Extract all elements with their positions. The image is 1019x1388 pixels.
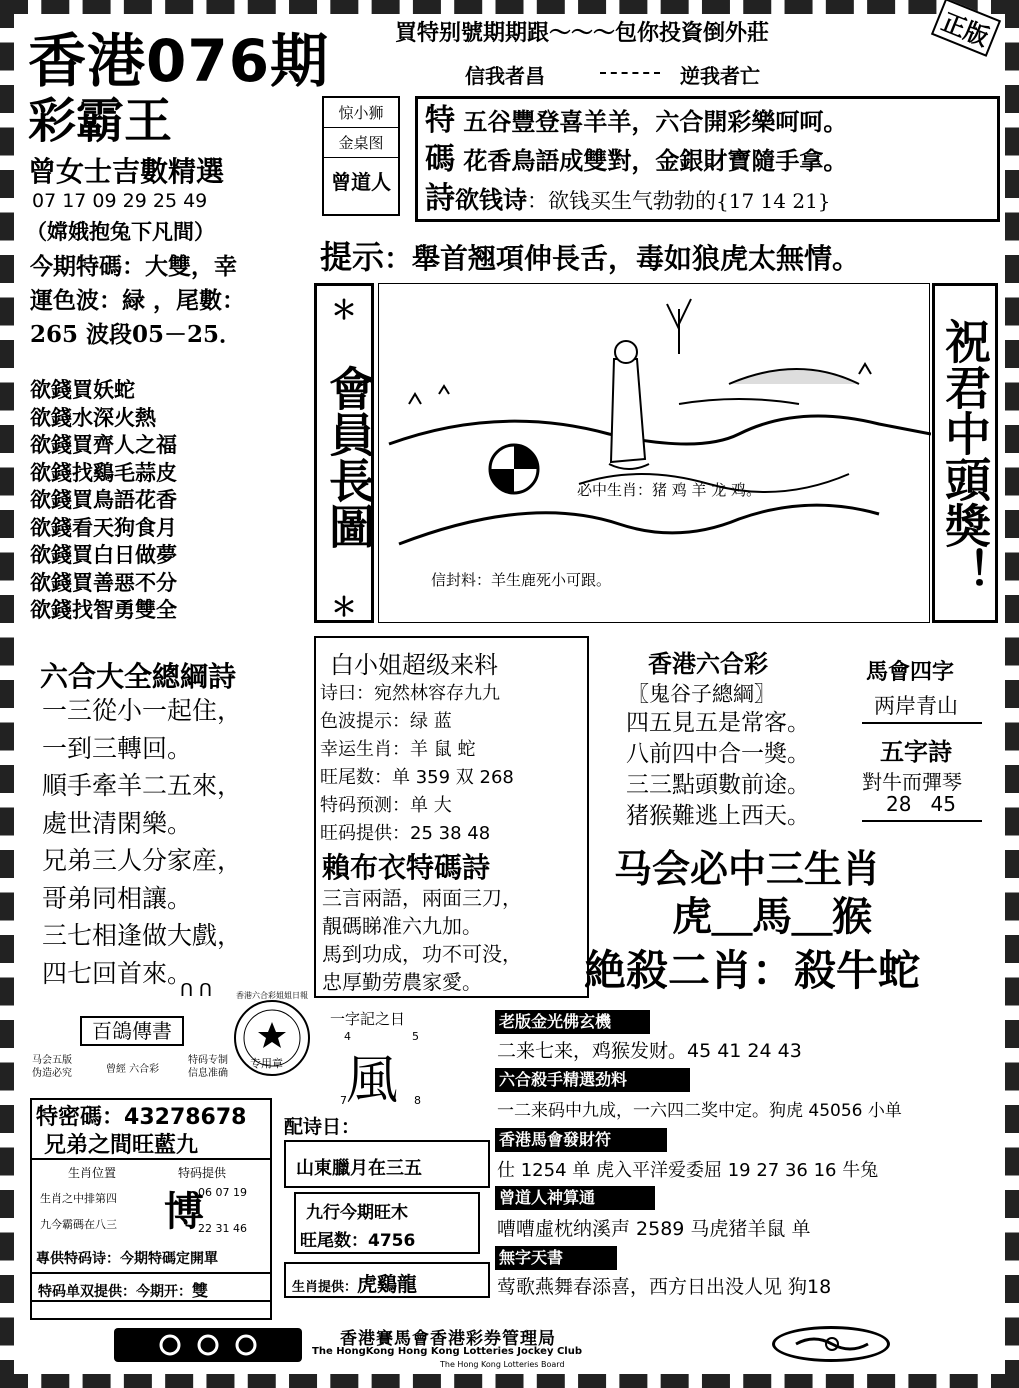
left-hint: （嫦娥抱兔下凡間）	[26, 219, 215, 244]
left-line: 265 波段05－25．	[30, 321, 243, 348]
wish-item: 欲錢找鷄毛蒜皮	[30, 459, 177, 485]
liuhe-line: 順手牽羊二五來，	[42, 771, 243, 800]
hk-line: 猪猴難逃上西天。	[626, 803, 810, 829]
left-line: 今期特碼：大雙，幸	[30, 253, 237, 280]
slogan: 買特别號期期跟～～～包你投資倒外莊	[395, 20, 770, 46]
member-banner-text: 會員長圖	[322, 365, 376, 549]
bai-line: 旺码提供：25 38 48	[320, 823, 491, 844]
left-heading: 曾女士吉數精選	[28, 155, 225, 188]
bai-line: 特码预测：单 大	[320, 795, 452, 816]
five-char-text: 對牛而彈琴	[862, 770, 962, 794]
block-title: 老版金光佛玄機	[495, 1010, 650, 1034]
block-text: 仕 1254 单 虎入平洋爱委屈 19 27 36 16 牛兔	[497, 1160, 879, 1181]
issue-title: 香港076期	[28, 27, 330, 95]
one-char-title: 一字記之日	[330, 1010, 406, 1028]
block-title: 曾道人神算通	[495, 1186, 655, 1210]
hk-line: 三三點頭數前途。	[626, 772, 810, 798]
pair-label: 配诗日：	[284, 1116, 361, 1138]
tip-text: ：舉首翘項伸長舌，毒如狼虎太無情。	[384, 242, 861, 275]
seal-center-text: 专用章	[250, 1057, 283, 1070]
seal-text: 金桌图	[324, 128, 398, 158]
wish-item: 欲錢水深火熱	[30, 404, 156, 430]
five-char-title: 五字詩	[880, 737, 952, 766]
zodiac-label: 生肖提供：	[292, 1280, 358, 1295]
liuhe-line: 三七相逢做大戲，	[42, 921, 243, 950]
divider	[862, 820, 982, 822]
wish-item: 欲錢買妖蛇	[30, 377, 135, 402]
block-text: 莺歌燕舞春添喜，西方日出没人见 狗18	[497, 1276, 832, 1298]
wish-item: 欲錢買白日做夢	[30, 542, 177, 567]
pos-title: 生肖位置	[68, 1166, 117, 1180]
three-zodiac-title: 马会必中三生肖	[614, 847, 881, 891]
poem-label: 欲钱诗	[455, 185, 527, 214]
block-title: 香港馬會發財符	[495, 1128, 667, 1152]
bai-lines	[320, 680, 514, 848]
kill-label: 絶殺二肖	[584, 946, 753, 995]
block-title: 無字天書	[495, 1246, 617, 1270]
footer-line1: 香港賽馬會香港彩券管理局	[340, 1329, 556, 1349]
num-five: 5	[412, 1030, 419, 1043]
liuhe-line: 一三從小一起住，	[42, 696, 243, 725]
kill-line	[584, 938, 920, 998]
hk-line: 八前四中合一獎。	[626, 741, 810, 767]
wish-list	[30, 376, 177, 624]
poem-label: 詩	[425, 181, 455, 216]
liuhe-title: 六合大全總綱詩	[40, 660, 237, 693]
wish-item: 欲錢找智勇雙全	[30, 597, 177, 622]
lai-line: 三言兩語，兩面三刀，	[322, 886, 522, 910]
poem-label: 碼	[425, 142, 455, 177]
zodiac-value: 虎鷄龍	[357, 1272, 418, 1296]
wish-banner	[932, 283, 998, 623]
block-text: 嘈嘈虛枕纳溪声 2589 马虎猪羊鼠 单	[497, 1218, 811, 1240]
liuhe-line: 兄弟三人分家産，	[42, 846, 243, 875]
bai-line: 诗曰：宛然林容存九九	[320, 683, 500, 704]
block-text: 一二来码中九成，一六四二奖中定。狗虎 45056 小单	[497, 1101, 902, 1121]
lai-lines	[322, 884, 522, 996]
picture-caption: 必中生肖：猪 鸡 羊 龙 鸡。	[577, 481, 762, 499]
seal-stamp	[322, 96, 400, 216]
seal-text: 惊小狮	[324, 98, 398, 128]
bai-line: 幸运生肖：羊 鼠 蛇	[320, 739, 476, 760]
liuhe-lines	[42, 692, 242, 992]
bai-title: 白小姐超级来料	[330, 651, 498, 679]
issue-subtitle: 彩霸王	[28, 93, 173, 149]
jockey-logo-icon	[790, 1332, 874, 1356]
bai-line: 色波提示：绿 蓝	[320, 711, 452, 732]
hk-title: 香港六合彩	[648, 649, 768, 678]
star-icon: ＊	[330, 593, 357, 623]
note-right: 特码专制 信息准确	[188, 1055, 228, 1079]
five-char-nums: 28 45	[886, 792, 956, 816]
tail-label: 旺尾数	[300, 1231, 351, 1251]
footer-line3: The Hong Kong Lotteries Board	[440, 1360, 565, 1369]
wish-item: 欲錢買鳥語花香	[30, 487, 177, 512]
hk-lines	[626, 708, 810, 832]
liuhe-line: 處世清閑樂。	[42, 808, 193, 838]
nine-text: 九行今期旺木	[306, 1203, 408, 1223]
three-zodiac-text: 虎＿馬＿猴	[672, 893, 872, 940]
star-icon: ＊	[330, 296, 357, 326]
picture-caption: 信封料：羊生鹿死小可跟。	[431, 571, 612, 589]
tip-line	[320, 232, 860, 278]
odd-label: 特码单双提供：今期开：	[38, 1284, 192, 1300]
motto-right: 逆我者亡	[680, 64, 760, 88]
tail-line	[300, 1226, 415, 1251]
note-mid: 曾經 六合彩	[106, 1064, 160, 1075]
baige-stamp: 百鴿傳書	[80, 1016, 184, 1046]
hk-line: 四五見五是常客。	[626, 710, 810, 736]
one-char: 風	[346, 1051, 399, 1111]
liuhe-line: 四七回首來。	[42, 958, 193, 988]
secret-code: ：43278678	[102, 1105, 247, 1130]
liuhe-line: 哥弟同相讓。	[42, 883, 193, 913]
secret-nums: 06 07 19	[198, 1186, 247, 1199]
member-banner	[314, 283, 374, 623]
four-char-text: 两岸青山	[874, 694, 958, 718]
poem-nums: {17 14 21}	[716, 189, 831, 213]
secret-poem: 專供特码诗：今期特碼定開單	[36, 1251, 218, 1267]
special-poem	[425, 102, 847, 220]
poem-line: 花香鳥語成雙對，金銀財寶隨手拿。	[463, 146, 848, 175]
pos-line: 九今霸碼在八三	[40, 1218, 117, 1231]
secret-big: 博	[164, 1188, 204, 1235]
liuhe-mark: ᑎ ᑎ	[180, 980, 213, 1001]
num-eight: 8	[414, 1094, 421, 1107]
secret-line: 兄弟之間旺藍九	[44, 1132, 199, 1158]
genuine-badge: 正版	[931, 0, 1001, 57]
odd-value: 雙	[192, 1281, 209, 1300]
zodiac-line	[292, 1268, 417, 1297]
wish-item: 欲錢看天狗食月	[30, 514, 177, 540]
num-seven: 7	[340, 1094, 347, 1107]
hk-subtitle: 〖鬼谷子總綱〗	[628, 682, 775, 706]
secret-label: 特密碼	[36, 1104, 103, 1130]
odd-line	[38, 1278, 208, 1301]
lai-line: 靚碼睇准六九加。	[322, 914, 482, 938]
left-line: 運色波：緑 ，尾數：	[30, 287, 246, 314]
wish-item: 欲錢買齊人之福	[30, 432, 177, 457]
poem-label: 特	[425, 103, 455, 138]
lai-line: 馬到功成，功不可没，	[322, 942, 522, 966]
tail-value: ：4756	[351, 1231, 416, 1251]
liuhe-line: 一到三轉回。	[42, 733, 193, 763]
secret-code-line	[36, 1100, 246, 1131]
lai-title: 賴布衣特碼詩	[322, 851, 491, 884]
kill-text: ：殺牛蛇	[752, 946, 921, 995]
secret-nums: 22 31 46	[198, 1222, 247, 1235]
supply-title: 特码提供	[178, 1166, 227, 1180]
poem-line: 五谷豐登喜羊羊，六合開彩樂呵呵。	[463, 107, 848, 136]
divider	[862, 722, 982, 724]
motto-dash	[600, 72, 660, 74]
pos-line: 生肖之中排第四	[40, 1192, 117, 1205]
illustration	[378, 283, 930, 623]
logo-mark-icon	[140, 1332, 276, 1358]
block-text: 二来七来，鸡猴发财。45 41 24 43	[497, 1040, 802, 1062]
four-char-title: 馬會四字	[866, 659, 955, 685]
poem-line: ：欲钱买生气勃勃的	[527, 189, 716, 213]
seal-ring-text: 香港六合彩姐姐日報	[236, 991, 308, 1000]
wish-item: 欲錢買善惡不分	[30, 569, 177, 595]
num-four: 4	[344, 1030, 351, 1043]
bai-line: 旺尾数：单 359 双 268	[320, 767, 514, 788]
left-lines	[30, 250, 245, 352]
wish-banner-text: 祝君中頭獎！	[938, 318, 992, 594]
block-title: 六合殺手精選劲料	[495, 1068, 690, 1092]
footer-line2: The HongKong Hong Kong Lotteries Jockey Club	[312, 1346, 583, 1357]
verse-text: 山東臘月在三五	[296, 1158, 422, 1179]
note-left: 马会五版 伪造必究	[32, 1055, 72, 1079]
motto-left: 信我者昌	[465, 64, 545, 88]
lai-line: 忠厚勤劳農家愛。	[322, 970, 482, 994]
divider	[32, 1158, 270, 1160]
left-numbers: 07 17 09 29 25 49	[32, 190, 208, 212]
seal-text: 曾道人	[331, 170, 391, 194]
tip-label: 提示	[320, 238, 385, 276]
